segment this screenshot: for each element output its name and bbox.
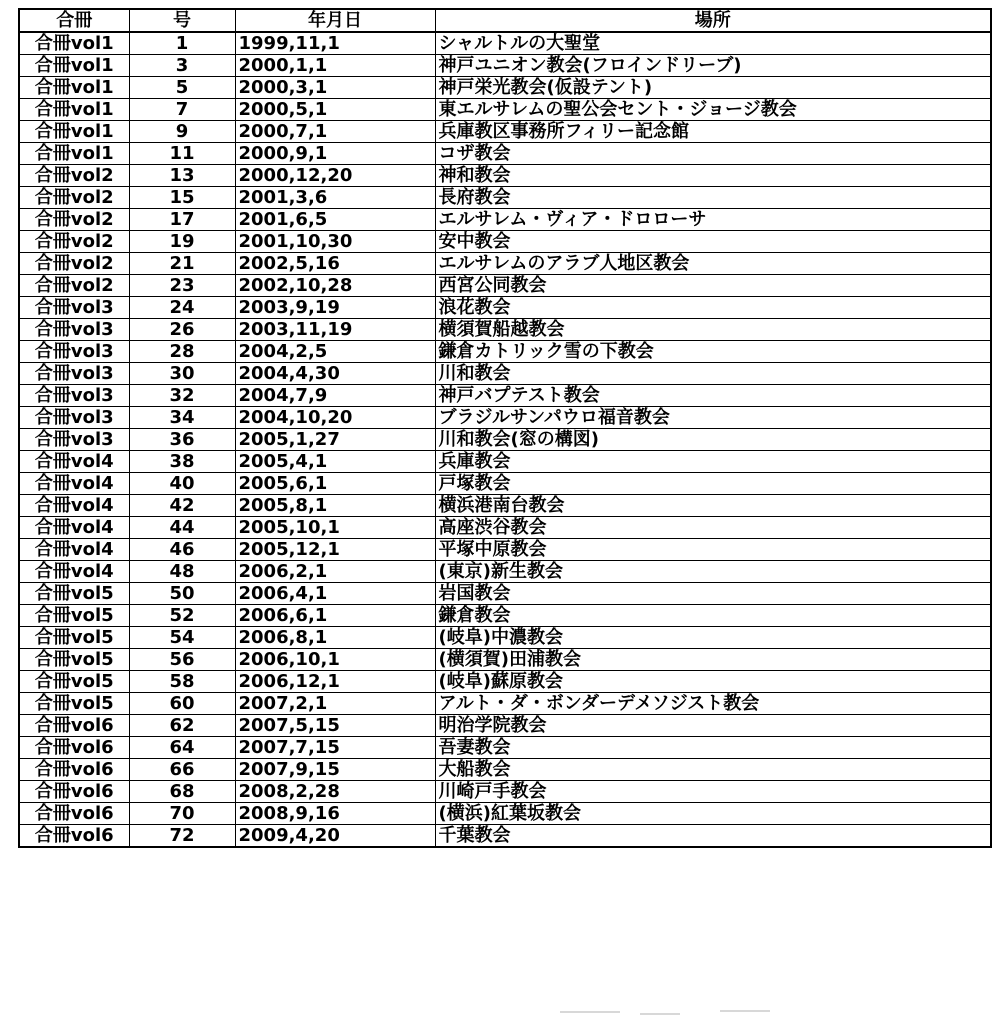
cell-place: アルト・ダ・ボンダーデメソジスト教会	[435, 693, 991, 715]
table-row	[19, 319, 991, 341]
cell-number: 26	[129, 319, 235, 341]
cell-place: 神戸バプテスト教会	[435, 385, 991, 407]
table-row	[19, 407, 991, 429]
cell-vol: 合冊vol2	[19, 187, 129, 209]
cell-number: 1	[129, 32, 235, 55]
cell-place: 吾妻教会	[435, 737, 991, 759]
cell-number: 70	[129, 803, 235, 825]
cell-date: 2008,2,28	[235, 781, 435, 803]
cell-number: 23	[129, 275, 235, 297]
cell-place: ブラジルサンパウロ福音教会	[435, 407, 991, 429]
cell-number: 72	[129, 825, 235, 848]
cell-number: 7	[129, 99, 235, 121]
cell-date: 2001,10,30	[235, 231, 435, 253]
table-body	[19, 32, 991, 847]
cell-number: 64	[129, 737, 235, 759]
cell-vol: 合冊vol3	[19, 319, 129, 341]
cell-vol: 合冊vol1	[19, 77, 129, 99]
cell-place: 戸塚教会	[435, 473, 991, 495]
table-row	[19, 473, 991, 495]
cell-date: 2006,6,1	[235, 605, 435, 627]
cell-place: 東エルサレムの聖公会セント・ジョージ教会	[435, 99, 991, 121]
cell-date: 2007,5,15	[235, 715, 435, 737]
cell-place: (横須賀)田浦教会	[435, 649, 991, 671]
cell-date: 2000,1,1	[235, 55, 435, 77]
table-row	[19, 671, 991, 693]
cell-date: 2000,9,1	[235, 143, 435, 165]
cell-number: 13	[129, 165, 235, 187]
cell-date: 2007,9,15	[235, 759, 435, 781]
table-row	[19, 825, 991, 848]
cell-vol: 合冊vol6	[19, 803, 129, 825]
table-row	[19, 385, 991, 407]
cell-vol: 合冊vol4	[19, 495, 129, 517]
cell-date: 2001,3,6	[235, 187, 435, 209]
cell-vol: 合冊vol1	[19, 121, 129, 143]
table-row	[19, 99, 991, 121]
cell-place: (東京)新生教会	[435, 561, 991, 583]
cell-vol: 合冊vol6	[19, 781, 129, 803]
header-date: 年月日	[235, 9, 435, 32]
table-row	[19, 341, 991, 363]
cell-place: (岐阜)蘇原教会	[435, 671, 991, 693]
cell-vol: 合冊vol1	[19, 55, 129, 77]
cell-place: 川和教会(窓の構図)	[435, 429, 991, 451]
cell-date: 1999,11,1	[235, 32, 435, 55]
cell-date: 2005,12,1	[235, 539, 435, 561]
cell-place: 川崎戸手教会	[435, 781, 991, 803]
cell-vol: 合冊vol4	[19, 473, 129, 495]
cell-date: 2000,12,20	[235, 165, 435, 187]
cell-date: 2006,10,1	[235, 649, 435, 671]
cell-number: 21	[129, 253, 235, 275]
table-row	[19, 297, 991, 319]
cell-number: 32	[129, 385, 235, 407]
cell-date: 2004,4,30	[235, 363, 435, 385]
cell-place: 長府教会	[435, 187, 991, 209]
cell-number: 48	[129, 561, 235, 583]
cell-place: 川和教会	[435, 363, 991, 385]
cell-vol: 合冊vol6	[19, 737, 129, 759]
cell-place: 鎌倉カトリック雪の下教会	[435, 341, 991, 363]
cell-place: 横浜港南台教会	[435, 495, 991, 517]
cell-number: 54	[129, 627, 235, 649]
cell-date: 2004,7,9	[235, 385, 435, 407]
table-row	[19, 517, 991, 539]
cell-vol: 合冊vol2	[19, 275, 129, 297]
cell-place: 神和教会	[435, 165, 991, 187]
cell-number: 40	[129, 473, 235, 495]
cell-number: 17	[129, 209, 235, 231]
cell-vol: 合冊vol5	[19, 649, 129, 671]
scan-artifact	[560, 1011, 620, 1013]
cell-place: 鎌倉教会	[435, 605, 991, 627]
cell-date: 2006,8,1	[235, 627, 435, 649]
cell-place: 兵庫教会	[435, 451, 991, 473]
cell-number: 9	[129, 121, 235, 143]
cell-place: (岐阜)中濃教会	[435, 627, 991, 649]
table-row	[19, 803, 991, 825]
cell-vol: 合冊vol3	[19, 363, 129, 385]
scan-artifact	[640, 1013, 680, 1015]
cell-date: 2005,1,27	[235, 429, 435, 451]
table-row	[19, 55, 991, 77]
cell-vol: 合冊vol5	[19, 671, 129, 693]
cell-vol: 合冊vol6	[19, 715, 129, 737]
cell-vol: 合冊vol4	[19, 539, 129, 561]
cell-place: 高座渋谷教会	[435, 517, 991, 539]
cell-place: 平塚中原教会	[435, 539, 991, 561]
table-row	[19, 187, 991, 209]
cell-number: 3	[129, 55, 235, 77]
cell-date: 2006,4,1	[235, 583, 435, 605]
table-row	[19, 737, 991, 759]
cell-date: 2005,6,1	[235, 473, 435, 495]
cell-date: 2001,6,5	[235, 209, 435, 231]
cell-number: 58	[129, 671, 235, 693]
cell-vol: 合冊vol3	[19, 429, 129, 451]
cell-place: 岩国教会	[435, 583, 991, 605]
cell-number: 42	[129, 495, 235, 517]
cell-date: 2002,5,16	[235, 253, 435, 275]
table-row	[19, 627, 991, 649]
cell-place: 浪花教会	[435, 297, 991, 319]
cell-number: 30	[129, 363, 235, 385]
cell-number: 56	[129, 649, 235, 671]
header-vol: 合冊	[19, 9, 129, 32]
cell-vol: 合冊vol1	[19, 99, 129, 121]
cell-vol: 合冊vol3	[19, 297, 129, 319]
header-place: 場所	[435, 9, 991, 32]
cell-vol: 合冊vol5	[19, 627, 129, 649]
cell-date: 2005,10,1	[235, 517, 435, 539]
cell-place: 横須賀船越教会	[435, 319, 991, 341]
cell-vol: 合冊vol3	[19, 385, 129, 407]
table-row	[19, 231, 991, 253]
cell-vol: 合冊vol5	[19, 605, 129, 627]
table-row	[19, 121, 991, 143]
cell-number: 5	[129, 77, 235, 99]
cell-place: エルサレムのアラブ人地区教会	[435, 253, 991, 275]
cell-date: 2007,7,15	[235, 737, 435, 759]
table-row	[19, 605, 991, 627]
cell-place: 大船教会	[435, 759, 991, 781]
cell-place: 神戸ユニオン教会(フロインドリーブ)	[435, 55, 991, 77]
cell-number: 60	[129, 693, 235, 715]
cell-date: 2000,5,1	[235, 99, 435, 121]
cell-date: 2000,7,1	[235, 121, 435, 143]
cell-number: 44	[129, 517, 235, 539]
cell-number: 66	[129, 759, 235, 781]
table-row	[19, 77, 991, 99]
cell-place: 西宮公同教会	[435, 275, 991, 297]
header-row	[19, 9, 991, 32]
table-row	[19, 539, 991, 561]
cell-place: シャルトルの大聖堂	[435, 32, 991, 55]
cell-date: 2009,4,20	[235, 825, 435, 848]
cell-place: 明治学院教会	[435, 715, 991, 737]
cell-number: 19	[129, 231, 235, 253]
table-row	[19, 275, 991, 297]
cell-number: 11	[129, 143, 235, 165]
cell-number: 24	[129, 297, 235, 319]
cell-number: 52	[129, 605, 235, 627]
table-row	[19, 693, 991, 715]
cell-number: 38	[129, 451, 235, 473]
table-row	[19, 429, 991, 451]
cell-date: 2003,9,19	[235, 297, 435, 319]
cell-place: (横浜)紅葉坂教会	[435, 803, 991, 825]
cell-vol: 合冊vol4	[19, 451, 129, 473]
table-row	[19, 715, 991, 737]
table-row	[19, 209, 991, 231]
cell-vol: 合冊vol3	[19, 407, 129, 429]
cell-number: 36	[129, 429, 235, 451]
cell-vol: 合冊vol5	[19, 583, 129, 605]
cell-number: 46	[129, 539, 235, 561]
cell-number: 34	[129, 407, 235, 429]
cell-vol: 合冊vol2	[19, 231, 129, 253]
cell-number: 68	[129, 781, 235, 803]
cell-date: 2008,9,16	[235, 803, 435, 825]
table-row	[19, 759, 991, 781]
scan-artifact	[720, 1010, 770, 1012]
table-row	[19, 363, 991, 385]
table-row	[19, 781, 991, 803]
cell-vol: 合冊vol6	[19, 759, 129, 781]
table-row	[19, 583, 991, 605]
index-table	[18, 8, 992, 848]
table-row	[19, 32, 991, 55]
table-row	[19, 649, 991, 671]
cell-place: 神戸栄光教会(仮設テント)	[435, 77, 991, 99]
table-row	[19, 143, 991, 165]
cell-vol: 合冊vol2	[19, 253, 129, 275]
cell-place: コザ教会	[435, 143, 991, 165]
cell-vol: 合冊vol4	[19, 517, 129, 539]
cell-vol: 合冊vol5	[19, 693, 129, 715]
cell-number: 62	[129, 715, 235, 737]
cell-place: 安中教会	[435, 231, 991, 253]
table-row	[19, 495, 991, 517]
table-row	[19, 165, 991, 187]
index-sheet	[18, 8, 990, 1006]
cell-date: 2000,3,1	[235, 77, 435, 99]
cell-number: 28	[129, 341, 235, 363]
cell-date: 2005,8,1	[235, 495, 435, 517]
cell-date: 2006,2,1	[235, 561, 435, 583]
cell-number: 15	[129, 187, 235, 209]
cell-date: 2006,12,1	[235, 671, 435, 693]
cell-vol: 合冊vol1	[19, 143, 129, 165]
cell-date: 2003,11,19	[235, 319, 435, 341]
cell-place: 兵庫教区事務所フィリー記念館	[435, 121, 991, 143]
cell-number: 50	[129, 583, 235, 605]
cell-date: 2002,10,28	[235, 275, 435, 297]
cell-vol: 合冊vol4	[19, 561, 129, 583]
cell-place: エルサレム・ヴィア・ドロローサ	[435, 209, 991, 231]
cell-vol: 合冊vol1	[19, 32, 129, 55]
cell-date: 2007,2,1	[235, 693, 435, 715]
cell-vol: 合冊vol6	[19, 825, 129, 848]
table-row	[19, 253, 991, 275]
cell-date: 2004,2,5	[235, 341, 435, 363]
cell-date: 2005,4,1	[235, 451, 435, 473]
cell-vol: 合冊vol2	[19, 209, 129, 231]
cell-vol: 合冊vol3	[19, 341, 129, 363]
table-row	[19, 451, 991, 473]
table-row	[19, 561, 991, 583]
cell-place: 千葉教会	[435, 825, 991, 848]
cell-date: 2004,10,20	[235, 407, 435, 429]
cell-vol: 合冊vol2	[19, 165, 129, 187]
header-number: 号	[129, 9, 235, 32]
